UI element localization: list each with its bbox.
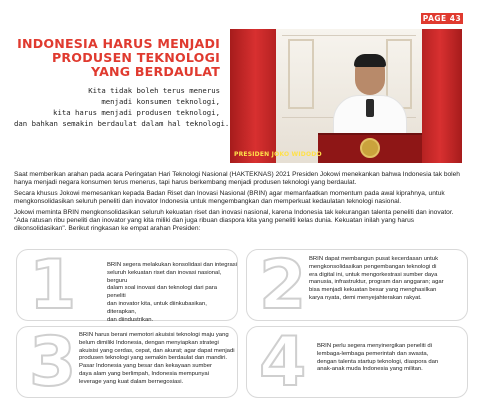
photo-wall-panel — [288, 39, 314, 109]
directive-number: 1 — [29, 246, 75, 325]
directive-line: BRIN dapat membangun pusat kecerdasan untuk — [309, 256, 439, 262]
pull-quote-line: menjadi konsumen teknologi, — [101, 97, 220, 106]
headline-line: INDONESIA HARUS MENJADI — [17, 36, 220, 51]
headline-line: PRODUSEN TEKNOLOGI — [51, 50, 220, 65]
directive-line: belum dimiliki Indonesia, dengan menyiapkan strategi — [79, 339, 219, 346]
directive-number: 4 — [259, 323, 305, 402]
body-paragraph: Saat memberikan arahan pada acara Peringatan Hari Teknologi Nasional (HAKTEKNAS) 2021 Presiden Jokowi menekankan bahwa Indonesia tak boleh hanya menjadi negara konsumen terus menerus, tapi harus berkembang menjadi produsen teknologi yang berdaulat. — [14, 171, 460, 187]
directive-line: manusia, infrastruktur, program dan anggaran; agar — [309, 279, 444, 286]
directive-text — [309, 256, 467, 303]
directive-line: seluruh kekuatan riset dan inovasi nasional, berguru — [107, 269, 222, 284]
directive-card-2 — [246, 246, 468, 325]
directive-line: daya alam yang berlimpah, Indonesia mempunyai — [79, 370, 209, 377]
directive-line: Pasar Indonesia yang besar dan kekayaan sumber — [79, 363, 212, 370]
directive-line: BRIN perlu segera menyinergikan peneliti di — [317, 343, 432, 349]
photo-caption: PRESIDEN JOKO WIDODO — [234, 151, 322, 158]
pull-quote — [14, 85, 230, 129]
directive-text — [317, 343, 467, 374]
directive-line: bisa menjadi kekuatan besar yang menghasilkan — [309, 287, 437, 294]
photo-molding — [282, 35, 416, 36]
speaker-hair — [354, 54, 386, 67]
directive-card-3 — [16, 323, 238, 402]
directive-line: BRIN segera melakukan konsolidasi dan integrasi — [107, 262, 237, 268]
directive-line: produsen teknologi yang semakin berdaulat dan mandiri. — [79, 355, 228, 362]
pull-quote-line: kita harus menjadi produsen teknologi, — [53, 108, 220, 117]
directive-line: era digital ini, untuk mengorkestrasi sumber daya — [309, 271, 438, 278]
directive-line: mengkonsolidasikan pengembangan teknologi di — [309, 263, 437, 270]
directive-line: BRIN harus berani memotori akuisisi teknologi maju yang — [79, 332, 229, 338]
red-curtain-left — [230, 29, 276, 163]
article-body — [14, 171, 466, 236]
directive-line: dengan talenta startup teknologi, diaspora dan — [317, 358, 439, 365]
garuda-emblem-icon — [360, 138, 380, 158]
directive-card-1 — [16, 246, 238, 325]
microphone-icon — [366, 99, 374, 117]
directive-number: 3 — [29, 323, 75, 402]
directive-text — [79, 332, 237, 387]
directive-line: dan diindustrikan. — [107, 316, 154, 323]
headline-line: YANG BERDAULAT — [90, 64, 220, 79]
pull-quote-line: Kita tidak boleh terus menerus — [88, 86, 220, 95]
page-number-badge: PAGE 43 — [422, 14, 462, 23]
directive-line: lembaga-lembaga pemerintah dan swasta, — [317, 350, 429, 357]
directive-line: anak-anak muda Indonesia yang militan. — [317, 366, 423, 373]
pull-quote-line: dan bahkan semakin berdaulat dalam hal teknologi. — [14, 119, 230, 128]
article-headline — [14, 37, 220, 79]
directive-line: akuisisi yang cerdas, cepat, dan akurat; agar dapat menjadi — [79, 347, 235, 354]
directive-text — [107, 262, 237, 324]
directive-line: karya nyata, demi menyejahterakan rakyat. — [309, 294, 422, 301]
body-paragraph: Secara khusus Jokowi memesankan kepada Badan Riset dan Inovasi Nasional (BRIN) agar memanfaatkan momentum pada awal kiprahnya, untuk mengkonsolidasikan seluruh peneliti dan inovator Indonesia untuk mengembangkan dan memperkuat kedaulatan teknologi nasional. — [14, 189, 445, 206]
directive-card-4 — [246, 323, 468, 402]
president-photo — [230, 29, 462, 163]
red-curtain-right — [422, 29, 462, 163]
body-paragraph: Jokowi meminta BRIN mengkonsolidasikan seluruh kekuatan riset dan inovasi nasional, karena Indonesia tak kekurangan talenta peneliti dan inovator. "Ada ratusan ribu peneliti dan inovator yang kita miliki dan juga ribuan diaspora kita yang peneliti kelas dunia. Kekuatan inilah yang harus dikonsolidasikan". Berikut ringkasan ke empat arahan Presiden: — [14, 208, 454, 233]
directive-line: leverage yang kuat dalam bernegosiasi. — [79, 378, 184, 385]
directive-line: dalam soal inovasi dan teknologi dari para peneliti — [107, 285, 218, 300]
directive-line: dan inovator kita, untuk diinkubasikan, diterapkan, — [107, 300, 207, 315]
directive-number: 2 — [259, 246, 305, 325]
